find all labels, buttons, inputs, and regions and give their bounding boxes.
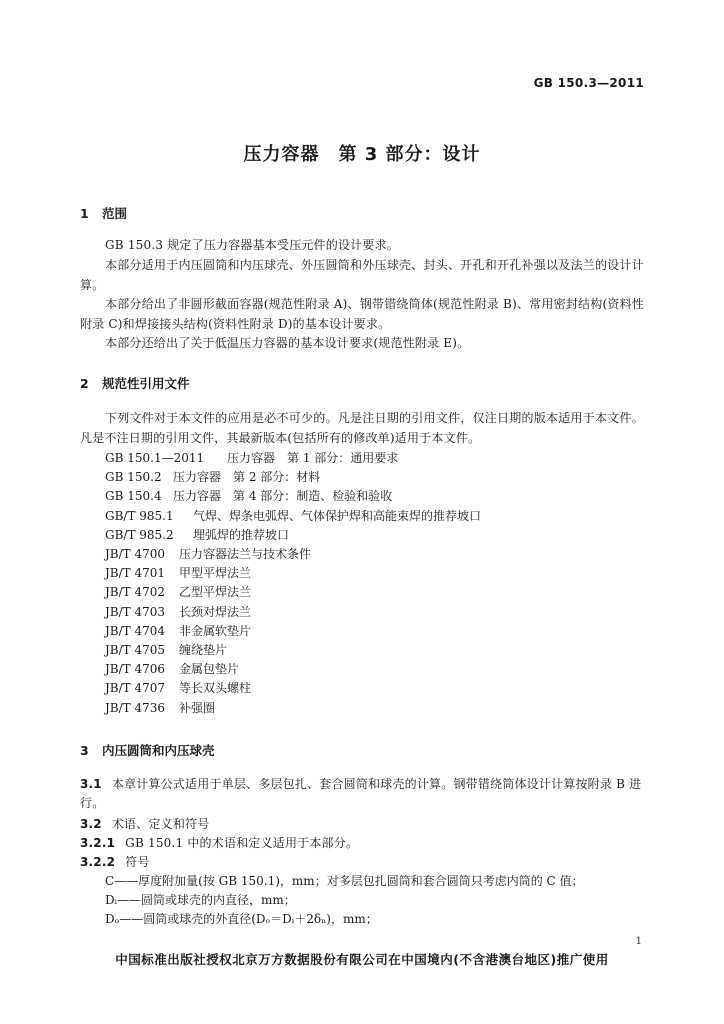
reference-item — [105, 487, 481, 506]
section-title: 内压圆筒和内压球壳 — [102, 743, 215, 758]
section-title: 范围 — [102, 206, 128, 221]
section-number: 3 — [80, 743, 89, 758]
clause-3-2-1 — [80, 834, 644, 853]
scope-paragraph-3: 本部分给出了非圆形截面容器(规范性附录 A)、钢带错绕筒体(规范性附录 B)、常用密封结构(资料性附录 C)和焊接接头结构(资料性附录 D)的基本设计要求。 — [80, 297, 644, 331]
reference-code: GB/T 985.2 — [105, 527, 174, 542]
reference-code: JB/T 4705 — [105, 643, 166, 658]
reference-item — [105, 622, 481, 641]
section-1-heading — [80, 204, 127, 222]
section-number: 1 — [80, 206, 89, 221]
section-3-heading — [80, 741, 215, 759]
clause-number: 3.2 — [80, 817, 102, 831]
reference-title: 压力容器 第 1 部分：通用要求 — [227, 451, 399, 465]
reference-item — [105, 507, 481, 526]
symbol-item: Dᵢ——圆筒或球壳的内直径，mm； — [105, 893, 296, 908]
reference-code: JB/T 4700 — [105, 547, 166, 562]
clause-number: 3.2.2 — [80, 855, 116, 869]
reference-code: JB/T 4736 — [105, 700, 166, 715]
reference-code: GB 150.2 — [105, 470, 162, 485]
footer-notice: 中国标准出版社授权北京万方数据股份有限公司在中国境内(不含港澳台地区)推广使用 — [115, 952, 609, 967]
reference-item — [105, 468, 481, 487]
clause-text: 本章计算公式适用于单层、多层包扎、套合圆筒和球壳的计算。钢带错绕筒体设计计算按附录 B 进行。 — [80, 777, 642, 811]
reference-item — [105, 545, 481, 564]
reference-item — [105, 526, 481, 545]
clause-number: 3.2.1 — [80, 836, 116, 850]
clause-text: GB 150.1 中的术语和定义适用于本部分。 — [125, 836, 359, 850]
reference-title: 压力容器 第 2 部分：材料 — [173, 470, 321, 485]
standard-number: GB 150.3—2011 — [533, 76, 644, 90]
section-title: 规范性引用文件 — [102, 376, 190, 391]
reference-code: JB/T 4706 — [105, 662, 166, 677]
clause-3-1 — [80, 775, 644, 813]
section-2-heading — [80, 374, 190, 392]
reference-code: JB/T 4704 — [105, 623, 166, 638]
clause-3-2 — [80, 815, 644, 834]
reference-title: 甲型平焊法兰 — [179, 566, 252, 581]
references-intro: 下列文件对于本文件的应用是必不可少的。凡是注日期的引用文件，仅注日期的版本适用于本文件。凡是不注日期的引用文件，其最新版本(包括所有的修改单)适用于本文件。 — [80, 411, 644, 445]
clause-3-2-2 — [80, 853, 644, 872]
section-number: 2 — [80, 376, 89, 391]
reference-item — [105, 449, 481, 468]
reference-item — [105, 603, 481, 622]
reference-item — [105, 660, 481, 679]
reference-title: 气焊、焊条电弧焊、气体保护焊和高能束焊的推荐坡口 — [193, 508, 482, 523]
reference-title: 压力容器 第 4 部分：制造、检验和验收 — [173, 489, 393, 504]
symbol-item: C——厚度附加量(按 GB 150.1)，mm；对多层包扎圆筒和套合圆筒只考虑内筒的 C 值； — [105, 874, 584, 888]
clause-number: 3.1 — [80, 777, 102, 791]
reference-title: 乙型平焊法兰 — [179, 585, 252, 600]
reference-title: 补强圈 — [179, 700, 216, 715]
reference-list — [105, 449, 481, 718]
reference-title: 埋弧焊的推荐坡口 — [193, 527, 290, 542]
page-number: 1 — [635, 936, 642, 947]
reference-code: GB 150.4 — [105, 489, 162, 504]
reference-code: JB/T 4701 — [105, 566, 166, 581]
reference-title: 压力容器法兰与技术条件 — [179, 547, 312, 562]
reference-code: JB/T 4703 — [105, 604, 166, 619]
reference-item — [105, 583, 481, 602]
reference-item — [105, 699, 481, 718]
clause-text: 符号 — [125, 855, 150, 869]
reference-code: JB/T 4702 — [105, 585, 166, 600]
clause-text: 术语、定义和符号 — [111, 817, 210, 831]
reference-item — [105, 679, 481, 698]
reference-title: 长颈对焊法兰 — [179, 604, 252, 619]
reference-title: 金属包垫片 — [179, 662, 240, 677]
reference-title: 缠绕垫片 — [179, 643, 228, 658]
reference-item — [105, 564, 481, 583]
scope-paragraph-1: GB 150.3 规定了压力容器基本受压元件的设计要求。 — [105, 238, 399, 252]
reference-code: GB/T 985.1 — [105, 508, 174, 523]
reference-title: 等长双头螺柱 — [179, 681, 252, 696]
symbol-list — [105, 872, 584, 930]
symbol-item: Dₒ——圆筒或球壳的外直径(Dₒ＝Dᵢ＋2δₙ)，mm； — [105, 912, 378, 927]
scope-paragraph-4: 本部分还给出了关于低温压力容器的基本设计要求(规范性附录 E)。 — [105, 336, 470, 350]
document-title: 压力容器 第 3 部分：设计 — [243, 144, 481, 165]
reference-item — [105, 641, 481, 660]
scope-paragraph-2: 本部分适用于内压圆筒和内压球壳、外压圆筒和外压球壳、封头、开孔和开孔补强以及法兰的设计计算。 — [80, 258, 644, 292]
reference-code: JB/T 4707 — [105, 681, 166, 696]
reference-code: GB 150.1—2011 — [105, 451, 205, 465]
reference-title: 非金属软垫片 — [179, 623, 252, 638]
